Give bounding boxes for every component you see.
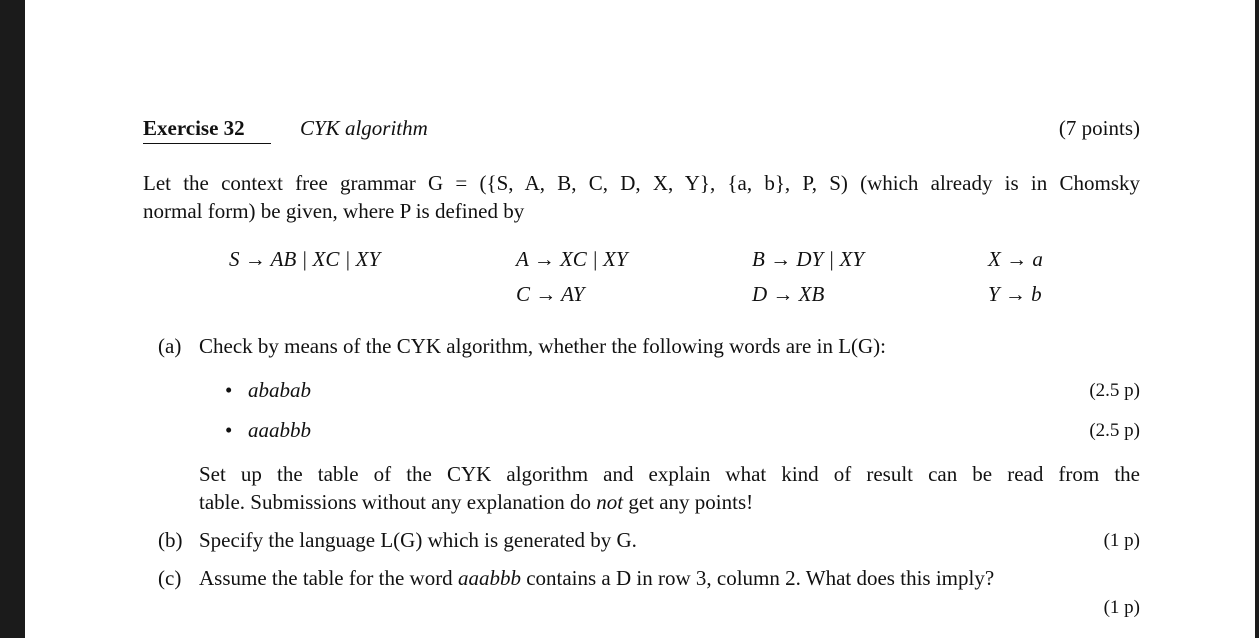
word-list-item-1 [143, 378, 1140, 406]
intro-line-2: normal form) be given, where P is defined by [143, 199, 525, 223]
exercise-title: CYK algorithm [300, 116, 428, 140]
part-c-text [199, 566, 994, 591]
rule-x: X → a [988, 247, 1043, 271]
part-c-text-post: contains a D in row 3, column 2. What does this imply? [520, 566, 995, 590]
rule-d: D → XB [752, 282, 825, 306]
rule-s: S → AB | XC | XY [229, 247, 381, 271]
exercise-header [143, 116, 1140, 146]
part-b-marker: (b) [158, 528, 183, 552]
exercise-number: Exercise 32 [143, 116, 245, 140]
exercise-number-underline [143, 143, 271, 144]
word-2-points: (2.5 p) [1089, 420, 1140, 441]
document-page [143, 0, 1140, 638]
part-c [143, 566, 1140, 594]
intro-line-1: Let the context free grammar G = ({S, A, B, C, D, X, Y}, {a, b}, P, S) (which already is in Chomsky [143, 171, 1140, 195]
note-line-2-pre: table. Submissions without any explanation do [199, 490, 597, 514]
rule-b: B → DY | XY [752, 247, 864, 271]
word-2: aaabbb [248, 418, 311, 442]
word-1: ababab [248, 378, 311, 402]
word-1-points: (2.5 p) [1089, 380, 1140, 401]
part-a-text: Check by means of the CYK algorithm, whether the following words are in L(G): [199, 334, 887, 358]
part-c-marker: (c) [158, 566, 182, 590]
part-a-note-line-1: Set up the table of the CYK algorithm and explain what kind of result can be read from the [199, 462, 1140, 486]
part-b-text: Specify the language L(G) which is generated by G. [199, 528, 637, 552]
part-c-text-pre: Assume the table for the word [199, 566, 458, 590]
intro-paragraph [143, 169, 1140, 225]
left-window-border [0, 0, 25, 638]
bullet-2: • [225, 418, 233, 442]
part-a-note [199, 460, 1140, 516]
word-list-item-2 [143, 418, 1140, 446]
note-line-2-emphasis: not [596, 490, 624, 514]
part-b [143, 528, 1140, 556]
part-b-points: (1 p) [1103, 530, 1140, 551]
rule-a: A → XC | XY [516, 247, 628, 271]
right-window-border [1255, 0, 1259, 638]
rule-c: C → AY [516, 282, 585, 306]
rule-y: Y → b [988, 282, 1042, 306]
part-a-marker: (a) [158, 334, 182, 358]
exercise-points: (7 points) [1058, 116, 1140, 140]
part-c-word: aaabbb [457, 566, 521, 590]
part-c-points: (1 p) [1103, 597, 1140, 618]
bullet-1: • [225, 378, 233, 402]
note-line-2-post: get any points! [623, 490, 754, 514]
part-a-note-line-2 [199, 488, 1140, 516]
